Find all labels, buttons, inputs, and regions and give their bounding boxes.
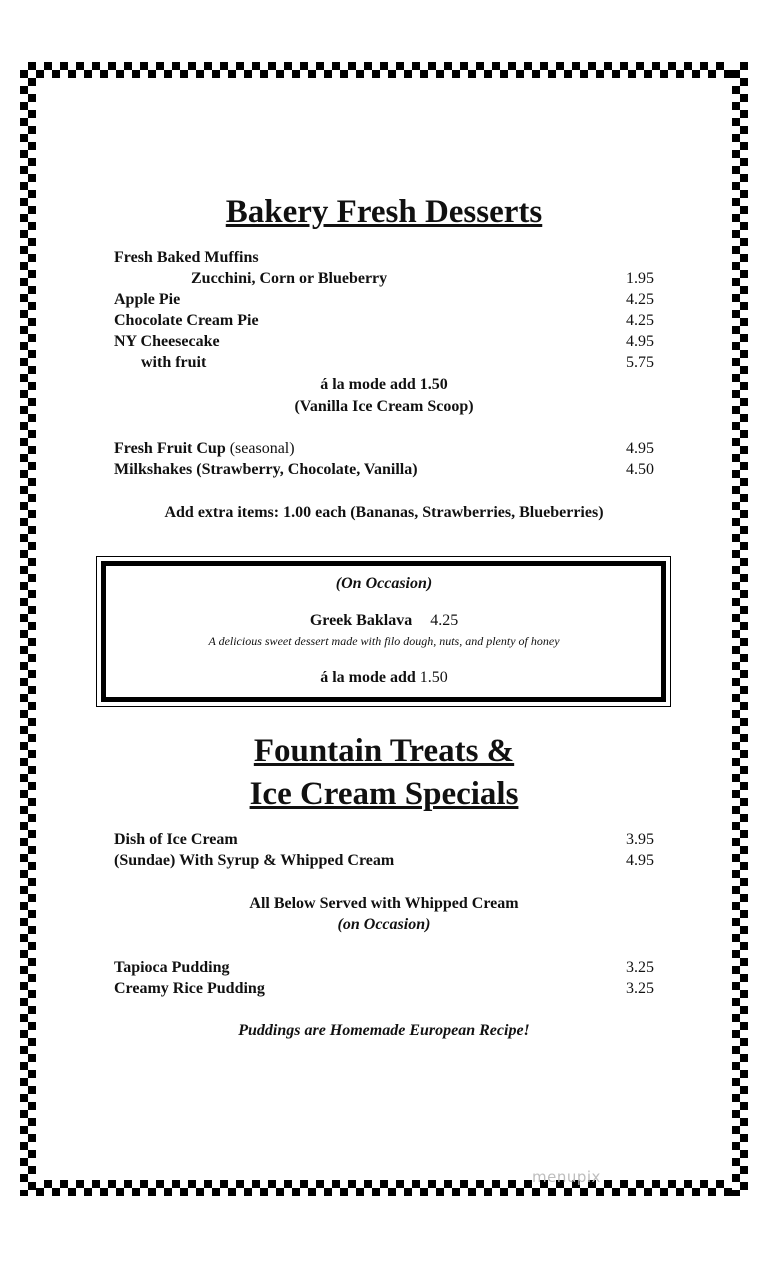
item-name: Dish of Ice Cream (114, 831, 238, 848)
item-name: Fresh Baked Muffins (114, 249, 259, 266)
menu-item-with-fruit (114, 352, 654, 373)
menu-item-chocolate-cream-pie (114, 310, 654, 331)
whipped-cream-note: All Below Served with Whipped Cream (249, 895, 519, 912)
item-note: (seasonal) (229, 440, 295, 457)
item-name: Tapioca Pudding (114, 959, 230, 976)
item-name: (Sundae) With Syrup & Whipped Cream (114, 852, 395, 869)
menu-item-ny-cheesecake (114, 331, 654, 352)
item-price: 4.95 (626, 440, 654, 457)
extras-note: Add extra items: 1.00 each (Bananas, Strawberries, Blueberries) (164, 504, 604, 521)
item-price: 4.25 (626, 312, 654, 329)
menu-item-milkshakes (114, 459, 654, 480)
item-price: 4.25 (626, 291, 654, 308)
puddings-footer: Puddings are Homemade European Recipe! (238, 1022, 530, 1039)
watermark: menupix (532, 1168, 601, 1186)
ala-mode-label: á la mode add (320, 669, 416, 686)
checker-border-top (20, 62, 748, 78)
item-name: Creamy Rice Pudding (114, 980, 265, 997)
fountain-title-line1: Fountain Treats & (253, 733, 515, 769)
item-name: Greek Baklava (309, 612, 413, 629)
menu-item-muffins (114, 268, 654, 289)
ala-mode-note: á la mode add 1.50 (320, 376, 448, 393)
item-price: 4.25 (430, 612, 459, 629)
item-price: 3.95 (626, 831, 654, 848)
item-name: Fresh Fruit Cup (114, 440, 226, 457)
baklava-ala-mode (0, 667, 768, 688)
checker-border-bottom (20, 1180, 748, 1196)
menu-item-apple-pie (114, 289, 654, 310)
item-name: Zucchini, Corn or Blueberry (191, 270, 388, 287)
whipped-cream-subnote: (on Occasion) (337, 916, 431, 933)
menu-item-fruit-cup (114, 438, 654, 459)
baklava-description: A delicious sweet dessert made with filo dough, nuts, and plenty of honey (208, 634, 560, 648)
item-name: with fruit (141, 354, 207, 371)
menu-item-tapioca (114, 957, 654, 978)
menu-item-muffins-header (114, 247, 654, 268)
menu-item-sundae (114, 850, 654, 871)
bakery-title: Bakery Fresh Desserts (225, 194, 543, 230)
item-price: 4.95 (626, 333, 654, 350)
item-price: 3.25 (626, 959, 654, 976)
item-price: 4.50 (626, 461, 654, 478)
item-price: 3.25 (626, 980, 654, 997)
fountain-title-line2: Ice Cream Specials (249, 776, 519, 812)
occasion-heading: (On Occasion) (335, 575, 433, 592)
item-price: 4.95 (626, 852, 654, 869)
item-name: NY Cheesecake (114, 333, 220, 350)
item-price: 5.75 (626, 354, 654, 371)
item-name: Apple Pie (114, 291, 181, 308)
menu-item-rice-pudding (114, 978, 654, 999)
item-name: Chocolate Cream Pie (114, 312, 259, 329)
ala-mode-subnote: (Vanilla Ice Cream Scoop) (294, 398, 474, 415)
item-name: Milkshakes (Strawberry, Chocolate, Vanilla) (114, 461, 418, 478)
menu-item-baklava (0, 610, 768, 631)
ala-mode-price: 1.50 (419, 669, 448, 686)
menu-item-dish-ice-cream (114, 829, 654, 850)
item-price: 1.95 (626, 270, 654, 287)
